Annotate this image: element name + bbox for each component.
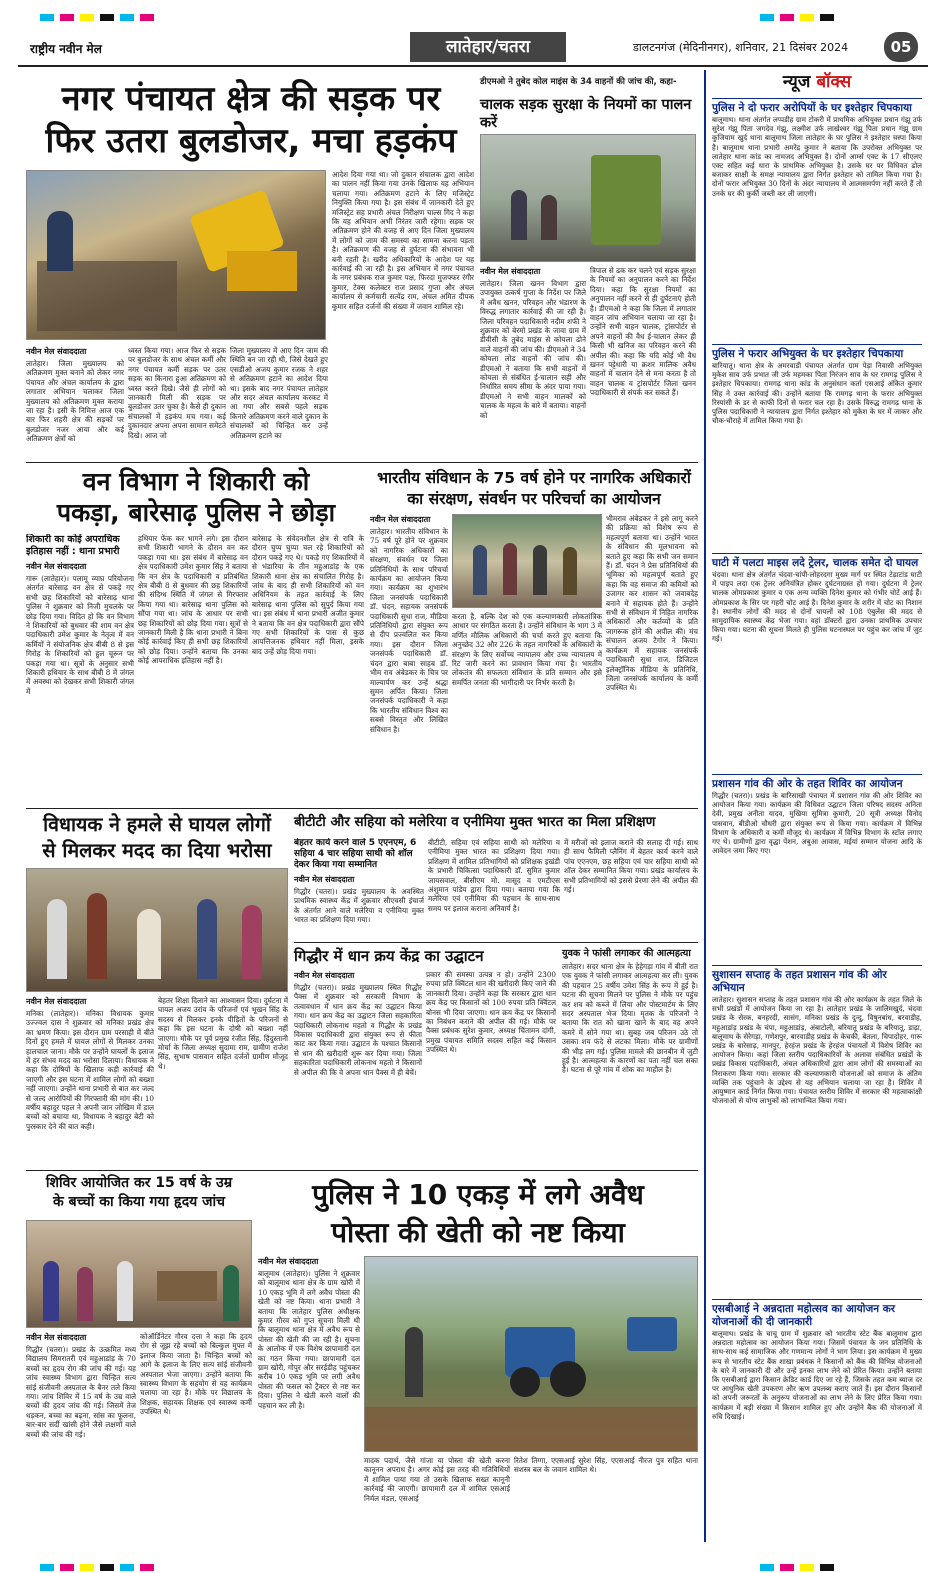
bulldozer-photo: [26, 170, 326, 340]
news-item: [712, 774, 922, 961]
story5-byline: नवीन मेल संवाददाता: [26, 997, 87, 1006]
story3-byline: नवीन मेल संवाददाता: [26, 562, 87, 571]
story7-body-1: गिद्धौर (चतरा)। प्रखंड मुख्यालय स्थित गिद्धौर पैक्स में शुक्रवार को सरकारी विभाग के तत्वावधान में धान क्रय केंद्र का उद्घाटन किया गया। धान क्रय केंद्र का उद्घाटन जिला सहकारिता पदाधिकारी लोकनाथ महतो व गिद्धौर के प्रखंड विकास पदाधिकारी द्वारा संयुक्त रूप से फीता काट कर किया गया। उद्घाटन के पश्चात किसानों से धान की खरीदारी शुरू कर दिया गया। जिला सहकारिता पदाधिकारी लोकनाथ महतो ने किसानों से अपील की कि वे अपना धान पैक्स में ही बेचें।: [294, 983, 422, 1077]
story1-body-2: ध्वस्त किया गया। आज फिर से सड़क पर बुलडोजर के साथ अंचल कर्मी और नगर पंचायत कर्मी सड़क पर उतर सड़क का किनारा हुआ अतिक्रमण को ध्वस्त करते दिखे। जैसे ही लोगों को जानकारी मिली की सड़क पर बुलडोजर उतर चुका है। कैसे ही दुकान संचालकों में हड़कंप मच गया। कई दुकानदार अपना अपना सामान समेटते दिखे। आज जो: [128, 346, 226, 440]
news-item-headline: एसबीआई ने अन्नदाता महोत्सव का आयोजन कर योजनाओं की दी जानकारी: [712, 1299, 922, 1329]
story1-headline: नगर पंचायत क्षेत्र की सड़क पर फिर उतरा बुलडोजर, मचा हड़कंप: [45, 79, 457, 161]
paper-name: राष्ट्रीय नवीन मेल: [30, 42, 102, 56]
story6-headline: बीटीटी और सहिया को मलेरिया व एनीमिया मुक्त भारत का मिला प्रशिक्षण: [294, 814, 656, 830]
news-box-title: [712, 70, 922, 94]
story1-col4: [332, 170, 474, 458]
story9-byline: नवीन मेल संवाददाता: [26, 1333, 87, 1342]
news-box-title-part1: न्यूज: [782, 72, 811, 92]
story9-body-2: कोऑर्डिनेटर गौरव दत्ता ने कहा कि हृदय रोग से जूझ रहे बच्चों को बिल्कुल मुफ्त में इलाज किया जाता है। चिन्हित बच्चों को आगे के इलाज के लिए सत्य सांई संजीवनी अस्पताल भेजा जाएगा। उन्होंने बताया कि स्वास्थ्य विभाग के सहयोग से यह कार्यक्रम चलाया जा रहा है। मौके पर विद्यालय के शिक्षक, सहायक शिक्षक एवं स्वास्थ्य कर्मी उपस्थित थे।: [140, 1332, 252, 1417]
news-item-text: लातेहार। सुशासन सप्ताह के तहत प्रशासन गांव की ओर कार्यक्रम के तहत जिले के सभी प्रखंडों में आयोजन किया जा रहा है। लातेहार प्रखंड के जालिमखुर्द, चंदवा प्रखंड के सेरक, बनहरदी, सासंग, मनिका प्रखंड के दुन्दु, विषुनबांध, बरवाडीह, महुआडांड़ प्रखंड के चंपा, महुआडांड़, अंबाटोली, बरियातू प्रखंड के बरियातू, डाढ़ा, बालूमाथ के सेरेगड़ा, गणेशपुर, बारवाडीह प्रखंड के केचकी, बेतला, चिपादोहर, गारू प्रखंड के बारेसाढ़, मानपुर, हेरहंज प्रखंड के हेरहंज पंचायतों में विशेष शिविर का आयोजन किया। कहां जिला स्तरीय पदाधिकारियों के अलावा संबंधित प्रखंडों के प्रखंड विकास पदाधिकारी, अंचल अधिकारियों द्वारा आम लोगों की समस्याओं का निराकरण किया गया। सरकार की कल्याणकारी योजनाओं को समाज के अंतिम व्यक्ति तक पहुंचाने के उद्देश्य से यह अभियान चलाया जा रहा है। शिविर में आयुष्मान कार्ड निर्गत किया गया। पंचायत स्तरीय शिविर में सरकार की महत्वाकांक्षी योजनाओं से योग्य लाभुकों को लाभान्वित किया गया।: [712, 995, 922, 1106]
story4-body-3: भीमराव अंबेडकर ने इसे लागू करने की प्रक्रिया को विशेष रूप से महत्वपूर्ण बताया था। उन्होंने भारत के संविधान की मूलभावना को बताते हुए कहा कि सभी जन समान हैं। डॉ. चंदन ने प्रेस प्रतिनिधियों की भूमिका को महत्वपूर्ण बताते हुए कहा कि वह समाज की कमियों को उजागर कर शासन को जवाबदेह बनाने में सहायक होते हैं। उन्होंने सभी से संविधान में निहित नागरिक अधिकारों और कर्तव्यों के प्रति जागरूक होने की अपील की। मंच संचालन अजय टैगोर ने किया। कार्यक्रम में सहायक जनसंपर्क पदाधिकारी सुधा राज, डिजिटल इलेक्ट्रॉनिक मीडिया के प्रतिनिधि, जिला जनसंपर्क कार्यालय के कर्मी उपस्थित थे।: [606, 514, 698, 693]
story2-kicker: डीएमओ ने तुबेद कोल माइंस के 34 वाहनों की जांच की, कहा-: [480, 77, 677, 87]
story6-body-2: बीटीटी, सहिया एवं सहिया साथी को मलेरिया व एनीमिया मुक्त भारत का प्रशिक्षण दिया गया। प्रशिक्षण में शामिल प्रतिभागियों को प्रशिक्षक इखंडी के प्रभारी चिकित्सा पदाधिकारी डॉ. सुमित कुमार जायसवाल, बीसीएम मो. मासूद व एमटीएस अंशुमान पांडेय द्वारा दिया गया। बताया गया कि मलेरिया एवं एनीमिया की पहचान के साथ-साथ समय पर इलाज कराना अनिवार्य है।: [428, 838, 560, 913]
news-box-title-part2: बॉक्स: [816, 72, 852, 92]
story3-side-head: शिकारी का कोई अपराधिक इतिहास नहीं : थाना प्रभारी: [26, 534, 120, 557]
story3-col3: [252, 534, 364, 806]
story5-body-2: बेहतर शिक्षा दिलाने का आश्वासन दिया। दुर्घटना में घायल अजय उरांव के परिजनों एवं भूखन सिंह के सदस्य से मिलकर इनके पीड़ितों के परिजनों से कहा कि इस घटना के दोषी को बख्शा नहीं जाएगा। मौके पर पूर्व प्रमुख रंजीत सिंह, हिंदुस्तानी मोर्चा के जिला अध्यक्ष सुदामा राम, ग्रामीण राजेश सिंह, सुभाष पासवान सहित दर्जनों ग्रामीण मौजूद थे।: [158, 996, 288, 1071]
story4-col1: [370, 514, 448, 806]
story2-col1: [480, 266, 586, 458]
story9-col2: [140, 1332, 252, 1540]
story9-headline: शिविर आयोजित कर 15 वर्ष के उम्र के बच्चों का किया गया हृदय जांच: [45, 1175, 233, 1210]
story3-body-1: गारू (लातेहार)। पलामू व्याघ्र परियोजना अंतर्गत बारेसाढ़ वन क्षेत्र से पकड़े गए सभी छह शिकारियों को बारेसाढ़ थाना पुलिस ने शुक्रवार को निजी मुचलके पर छोड़ दिया गया। विदित हो कि वन विभाग ने शिकारियों को बुधवार की शाम वन क्षेत्र पदाधिकारी उमेश कुमार के नेतृत्व में वन कर्मियों ने संयोजनिक क्षेत्र बीबी 8 से इस गिरोह के शिकारियों को हुल चूरून पर पकड़ा गया था। सूत्रों के अनुसार सभी शिकारी हथियार के साथ बीबी 8 में जंगल में अवस्था को देखकर सभी शिकारी जंगल में: [26, 574, 134, 696]
news-item-headline: सुशासन सप्ताह के तहत प्रशासन गांव की ओर अभियान: [712, 965, 922, 995]
news-item: [712, 344, 922, 549]
story6-body-1: गिद्धौर (चतरा)। प्रखंड मुख्यालय के अवस्थित प्राथमिक स्वास्थ्य केंद्र में शुक्रवार सीएचसी इंचार्ज के अंतर्गत आने वाले मलेरिया व एनीमिया मुक्त भारत का प्रशिक्षण दिया गया।: [294, 887, 424, 925]
heart-camp-photo: [26, 1220, 252, 1328]
story1-byline: नवीन मेल संवाददाता: [26, 347, 87, 356]
news-box: [704, 70, 922, 1542]
news-item-text: बारियातू। थाना क्षेत्र के अमरवाडी पंचायत अंतर्गत ग्राम पेड़ा निवासी अभियुक्त मुकेश साव उर्फ प्रभात जी उर्फ महमका पिता निरंजन साव के घर रामगढ़ पुलिस ने इश्तेहार चिपकाया। रामगढ़ थाना कांड के अनुसंधान कर्ता एसआई अंकित कुमार सिंह ने उक्त कार्रवाई की। उन्होंने बताया कि रामगढ़ थाना के फरार अभियुक्त रिस्पांसी के डर से काफी दिनों से फरार चल रहा है। उसके विरुद्ध रामगढ़ थाना के पुलिस पदाधिकारी ने न्यायालय द्वारा निर्गत इश्तेहार को मुकेश के घर में जाकर और चौक-चौराहे में तामिल किया गया है।: [712, 361, 922, 426]
story5-col1: [26, 996, 154, 1166]
story7-headline: गिद्धौर में धान क्रय केंद्र का उद्घाटन: [294, 947, 484, 965]
story8-col: [562, 962, 698, 1166]
story1-col3: [230, 346, 328, 458]
news-item-headline: पुलिस ने दो फरार अरोपियों के घर इश्तेहार चिपकाया: [712, 98, 922, 115]
bottom-color-bar-right: [760, 1556, 840, 1573]
story10-col3: [514, 1456, 698, 1540]
poppy-destruction-photo: [364, 1256, 698, 1452]
story10-byline: नवीन मेल संवाददाता: [258, 1257, 319, 1266]
story3-body-3: बारेसाढ़ के संवेदनशील क्षेत्र से रात्रि के दौरान चुप्प चुप्पा चल रहे शिकारियों को दौरान पकड़े गए थे। पकड़े गए शिकारियों में से भंडारिया के तीन महुआडांड़ के एक शिकारी थाना क्षेत्र का संचालित गिरोह है। जांच के बाद ही सभी शिकारियों को वन अधिनियम के तहत कार्रवाई के लिए बारेसाढ़ थाना पुलिस को सुपुर्द किया गया था। इस संबंध में थाना प्रभारी अजीत कुमार ने बताया कि वन क्षेत्र पदाधिकारी द्वारा सौंपे गए सभी शिकारियों के पास से कुछ आपत्तिजनक हथियार नहीं मिला, इसके बाद उन्हें छोड़ दिया गया।: [252, 534, 364, 656]
news-item-text: चंदवा। थाना क्षेत्र अंतर्गत चंदवा-चांपी-लोहरदगा मुख्य मार्ग पर स्थित टेढ़ाटांड घाटी में पाइप लदा एक ट्रेलर अनियंत्रित होकर दुर्घटनाग्रस्त हो गया। दुर्घटना में ट्रेलर चालक ओमप्रकाश कुमार व एक अन्य व्यक्ति दिनेश कुमार को गंभीर चोटें आई हैं। ओमप्रकाश के सिर पर गहरी चोट आई है। दिनेश कुमार के शरीर में चोट का निशान है। स्थानीय लोगों की मदद से दोनों घायलों को 108 एंबुलेंस की मदद से सामुदायिक स्वास्थ्य केंद्र भेजा गया। वहां डॉक्टरों द्वारा उनका प्राथमिक उपचार किया गया। घटना की सूचना मिलते ही पुलिस घटनास्थल पर पहुंच कर जांच में जुट गई।: [712, 570, 922, 644]
story10-col1: [258, 1256, 360, 1540]
story4-body-1: लातेहार। भारतीय संविधान के 75 वर्ष पूरे होने पर शुक्रवार को नागरिक अधिकारों का संरक्षण, संवर्धन पर जिला प्रतिनिधियों के साथ परिचर्चा कार्यक्रम का आयोजन किया गया। कार्यक्रम का शुभारंभ जिला जनसंपर्क पदाधिकारी डॉ. चंदन, सहायक जनसंपर्क पदाधिकारी सुधा राज, मीडिया प्रतिनिधियों द्वारा संयुक्त रूप से दीप प्रज्वलित कर किया गया। इस दौरान जिला जनसंपर्क पदाधिकारी डॉ. चंदन द्वारा बाबा साहब डॉ. भीम राव अंबेडकर के चित्र पर माल्यार्पण कर उन्हें श्रद्धा सुमन अर्पित किया। जिला जनसंपर्क पदाधिकारी ने कहा कि भारतीय संविधान विश्व का सबसे विस्तृत और लिखित संविधान है।: [370, 527, 448, 734]
story1-body-1: लातेहार। जिला मुख्यालय को अतिक्रमण मुक्त बनाने को लेकर नगर पंचायत और अंचल कार्यालय के द्वारा लगातार अभियान चलाकर जिला मुख्यालय को अतिक्रमण मुक्त कराया जा रहा है। इसी के निमित्त आज एक बार फिर शहरी क्षेत्र की सड़कों पर बुलडोजर नजर आया और कई अतिक्रमण क्षेत्रों को: [26, 359, 124, 444]
story3-headline: वन विभाग ने शिकारी को पकड़ा, बारेसाढ़ पुलिस ने छोड़ा: [56, 467, 336, 527]
story4-byline: नवीन मेल संवाददाता: [370, 515, 431, 524]
story7-byline: नवीन मेल संवाददाता: [294, 971, 355, 980]
constitution-event-photo: [452, 514, 602, 608]
story4-col3: [606, 514, 698, 806]
story1-body-4: आदेश दिया गया था। जो दुकान संचालक द्वारा आदेश का पालन नहीं किया गया उनके खिलाफ यह अभियान चलाया गया। अतिक्रमण हटाने के लिए मजिस्ट्रेट नियुक्ति किया गया है। इस संबंध में जानकारी देते हुए मजिस्ट्रेट सह प्रभारी अंचल निरीक्षण चाल्स गिद ने कहा कि यह अभियान अभी निरंतर जारी रहेगा। सड़क पर अतिक्रमण होने की वजह से आए दिन जिला मुख्यालय में लोगों को जाम की समस्या का सामना करना पड़ता है। अतिक्रमण की वजह से दुर्घटना की संभावना भी बनी रहती है। खरीद अधिकारियों के आदेश पर यह कार्रवाई की जा रही है। इस अभियान में नगर पंचायत के नगर प्रबंधक राज कुमार पक्ष, फिरदा मुजफ्फर रंगीर कुमार, टेक्स कलेक्टर राज प्रसाद गुप्ता और अंचल कार्यालय से कर्मचारी सत्येंद्र राम, अंचल अमित दीपक कुमार सहित दर्जनों की संख्या में जवान शामिल रहे।: [332, 170, 474, 311]
story3-col1: [26, 534, 134, 806]
story4-body-2: करता है, बल्कि देश को एक कल्याणकारी लोकतांत्रिक आधार पर संगठित करता है। उन्होंने संविधान के भाग 3 में वर्णित मौलिक अधिकारों की चर्चा करते हुए बताया कि अनुच्छेद 32 और 226 के तहत नागरिकों के अधिकारों के संरक्षण के लिए सर्वोच्च न्यायालय और उच्च न्यायालय में रिट जारी करने का प्रावधान किया गया है। भारतीय लोकतंत्र की सफलता संविधान के प्रति सम्मान और इसे समर्पित जनता की भागीदारी पर निर्भर करती है।: [452, 612, 602, 687]
story5-col2: [158, 996, 288, 1166]
story2-col2: [590, 266, 696, 458]
story6-col2: [428, 838, 560, 940]
news-item: [712, 1299, 922, 1542]
story2-body-2: त्रिपाल से ढक कर चलने एवं सड़क सुरक्षा के नियमों का अनुपालन करने का निर्देश दिया। कहा कि सुरक्षा नियमों का अनुपालन नहीं करने से ही दुर्घटनाएं होती है। डीएमओ ने कहा कि जिला में लगातार वाहन जांच अभियान चलाया जा रहा है। उन्होंने सभी वाहन चालक, ट्रांसपोर्टर से अपने वाहनों की वैध ई-चालान लेकर ही किसी भी खनिज का परिवहन करने की अपील की। कहा कि यदि कोई भी वैध खनन पट्टेधारी या क्रशर मालिक अवैध वाहनों में चालान देने से मना करता है तो वाहन चालक व ट्रांसपोर्टर जिला खनन पदाधिकारी से संपर्क कर सकते हैं।: [590, 266, 696, 398]
story1-body-3: जिला मुख्यालय में आए दिन जाम की स्थिति बन जा रही थी, जिसे देखते हुए एसडीओ अजय कुमार रजक ने शहर से अतिक्रमण हटाने का आदेश दिया था। इसके बाद नगर पंचायत लातेहार और सदर अंचल कार्यालय करकट में आ गया और सबसे पहले सड़क किनारे अतिक्रमण करने वाले दुकान के संचालकों को चिन्हित कर उन्हें अतिक्रमण हटाने का: [230, 346, 328, 440]
coal-truck-photo: [480, 134, 696, 262]
story2-byline: नवीन मेल संवाददाता: [480, 267, 541, 276]
story1-col2: [128, 346, 226, 458]
story10-headline: पुलिस ने 10 एकड़ में लगे अवैध पोस्ता की खेती को नष्ट किया: [312, 1178, 644, 1249]
news-item-text: गिद्धौर (चतरा)। प्रखंड के बारिसाखी पंचायत में प्रशासन गांव की ओर शिविर का आयोजन किया गया। कार्यक्रम की विधिवत उद्घाटन जिला परिषद सदस्य अनिता देवी, प्रमुख अनीता यादव, मुखिया सुमित्रा कुमारी, 20 सूत्री अध्यक्ष विनोद पासवान, बीडीओ चौधरी द्वारा संयुक्त रूप से किया गया। कार्यक्रम में विभिन्न विभाग के अधिकारी व कर्मी मौजूद थे। कार्यक्रम में विभिन्न विभाग के स्टॉल लगाए गए थे। ग्रामीणों द्वारा वृद्धा पेंशन, अबुआ आवास, मईयां सम्मान योजना आदि के आवेदन जमा किए गए।: [712, 791, 922, 856]
story7-body-2: प्रकार की समस्या उत्पन्न न हो। उन्होंने 2300 रुपया प्रति क्विंटल धान की खरीदारी किए जाने की जानकारी दिया। उन्होंने कहा कि सरकार द्वारा धान क्रय केंद्र पर किसानों को 100 रुपया प्रति क्विंटल बोनस भी दिया जाएगा। धान क्रय केंद्र पर किसानों का निबंधन कराने की अपील की गई। मौके पर पैक्स प्रबंधक सुरेश कुमार, अध्यक्ष चिंतामन दांगी, प्रमुख पंचायत समिति सदस्य सहित कई किसान उपस्थित थे।: [426, 970, 556, 1055]
top-color-bar: [40, 6, 160, 25]
news-item-headline: घाटी में पलटा माइस लदे ट्रेलर, चालक समेत दो घायल: [712, 553, 922, 570]
story1-col1: [26, 346, 124, 458]
story10-body-2: मादक पदार्थ, जैसे गांजा या पोस्ता की खेती करना कानूनन अपराध है। अगर कोई इस तरह की गतिविधियों में शामिल पाया गया तो उसके खिलाफ सख्त कानूनी कार्रवाई की जाएगी। छापामारी दल में शामिल एसआई निर्मल मंडल, एसआई: [364, 1456, 510, 1503]
news-item: [712, 98, 922, 340]
masthead: [18, 30, 928, 66]
news-item: [712, 553, 922, 770]
news-item-headline: पुलिस ने फरार अभियुक्त के घर इश्तेहार चिपकाया: [712, 344, 922, 361]
story6-col3: [564, 838, 698, 940]
news-item-text: बालूमाथ। थाना अंतर्गत लप्पडीह ग्राम टोकरी में प्राथमिक अभियुक्त प्रधान गंझू उर्फ सुरेश गंझू पिता जगदेव गंझू, लक्ष्मीश उर्फ लाखेश्वर गंझू पिता प्रधान गंझू ग्राम कुजियाम खुर्द थाना बालूमाथ जिला लातेहार के घर पुलिस ने इश्तेहार चस्पा किया है। बालूमाथ थाना प्रभारी अमरेंद्र कुमार ने बताया कि उपरोक्त अभियुक्त पर लातेहार थाना कांड का नामजद अभियुक्त है। दोनों आर्म्स एक्ट के 17 सीएलए एक्ट सहित कई धारा के प्राथमिक अभियुक्त है। उसके घर पर विधिवत ढोल बजाकर साक्षी के समक्ष न्यायालय द्वारा निर्गत इश्तेहार को तामिल किया गया है। दोनों फरार अभियुक्त 30 दिनों के अंदर न्यायालय में आत्मसमर्पण नहीं करते हैं तो उनके घर की कुर्की जब्ती कर ली जाएगी।: [712, 115, 922, 198]
news-item-text: बालूमाथ। प्रखंड के चाचू ग्राम में शुक्रवार को भारतीय स्टेट बैंक बालूमाथ द्वारा अन्नदाता महोत्सव का आयोजन किया गया। जिसमें पंचायत के जन प्रतिनिधि के साथ-साथ कई सामाजिक और गणमान्य लोगों ने भाग लिया। इस कार्यक्रम में मुख्य रूप से भारतीय स्टेट बैंक शाखा प्रबंधक ने किसानों को बैंक की विभिन्न योजनाओं के बारे में जानकारी दी और उन्हें इनका लाभ लेने को प्रेरित किया। उन्होंने बताया कि एसबीआई द्वारा किसान क्रेडिट कार्ड दिए जा रहे हैं, जिसके तहत कम ब्याज दर पर आधुनिक खेती उपकरण और ऋण उपलब्ध कराए जाते हैं। इस दौरान किसानों को अपनी जरूरतों के अनुरूप योजनाओं का लाभ लेने के लिए प्रेरित किया गया। कार्यक्रम में बड़ी संख्या में किसान शामिल हुए और उन्होंने बैंक की योजनाओं में रुचि दिखाई।: [712, 1329, 922, 1421]
story5-body-1: मनिका (लातेहार)। मनिका विधायक कुमार उज्ज्वल दास ने शुक्रवार को मनिका प्रखंड क्षेत्र का भ्रमण किया। इस दौरान ग्राम परसाही में बीते दिनों हुए हमले में घायल लोगों से मिलकर उनका हालचाल जाना। मौके पर उन्होंने घायलों के इलाज में हर संभव मदद का भरोसा दिलाया। विधायक ने कहा कि दोषियों के खिलाफ कड़ी कार्रवाई की जाएगी और इस घटना में शामिल लोगों को बख्शा नहीं जाएगा। उन्होंने थाना प्रभारी से बात कर जल्द से जल्द आरोपियों की गिरफ्तारी की मांग की। 10 वर्षीय बहादुर पहल ने अपनी जान जोखिम में डाल बच्चों को बचाया था, विधायक ने बहादुर बेटी को पुरस्कार देने की बात कही।: [26, 1009, 154, 1131]
bottom-color-bar: [40, 1556, 160, 1573]
story10-body-1: बालूमाथ (लातेहार)। पुलिस ने शुक्रवार को बालूमाथ थाना क्षेत्र के ग्राम खोरी में 10 एकड़ भूमि में लगे अवैध पोस्ता की खेती को नष्ट किया। थाना प्रभारी ने बताया कि लातेहार पुलिस अधीक्षक कुमार गौरव को गुप्त सूचना मिली थी कि बालूमाथ थाना क्षेत्र में अवैध रूप से पोस्ता की खेती की जा रही है। सूचना के आलोक में एक विशेष छापामारी दल का गठन किया गया। छापामारी दल ग्राम खोरी, गोपुर और सरईडीह पहुंचकर करीब 10 एकड़ भूमि पर लगी अवैध पोस्ता की फसल को ट्रैक्टर से नष्ट कर दिया। पुलिस ने खेती करने वालों की पहचान कर ली है।: [258, 1269, 360, 1410]
story8-body: लातेहार। सदर थाना क्षेत्र के हेहेगड़ा गांव में बीती रात एक युवक ने फांसी लगाकर आत्महत्या कर ली। युवक की पहचान 25 वर्षीय उमेश सिंह के रूप में हुई है। घटना की सूचना मिलने पर पुलिस ने मौके पर पहुंच कर शव को कब्जे में लिया और पोस्टमार्टम के लिए सदर अस्पताल भेज दिया। मृतक के परिजनों ने बताया कि रात को खाना खाने के बाद वह अपने कमरे में सोने गया था। सुबह जब परिजन उठे तो उसका शव फंदे से लटका मिला। मौके पर ग्रामीणों की भीड़ लग गई। पुलिस मामले की छानबीन में जुटी हुई है। आत्महत्या के कारणों का पता नहीं चल सका है। घटना से पूरे गांव में शोक का माहौल है।: [562, 962, 698, 1075]
story2-headline: चालक सड़क सुरक्षा के नियमों का पालन करें: [480, 97, 692, 131]
story7-col1: [294, 970, 422, 1166]
story6-byline: नवीन मेल संवाददाता: [294, 875, 355, 884]
story5-headline: विधायक ने हमले से घायल लोगों से मिलकर मदद का दिया भरोसा: [42, 813, 272, 862]
news-item-headline: प्रशासन गांव की ओर के तहत शिविर का आयोजन: [712, 774, 922, 791]
story9-col1: [26, 1332, 136, 1540]
story3-body-2: हथियार फेंक कर भागने लगे। इस दौरान सभी शिकारी भागने के दौरान वन कर पकड़ा गया था। इस संबंध में बारेसाढ़ वन क्षेत्र पदाधिकारी उमेश कुमार सिंह ने बताया कि वन क्षेत्र के पदाधिकारी व प्रतिबंधित क्षेत्र बीबी 8 से बुधवार की छह शिकारियों की संदिग्ध स्थिति में जंगल से गिरफ्तार किया गया था। बारेसाढ़ थाना पुलिस को सौंपा गया था। जांच के आधार पर सभी छह शिकारियों को छोड़ दिया गया। सूत्रों से जानकारी मिली है कि थाना प्रभारी ने बिना कोई कार्रवाई किए ही सभी छह शिकारियों को छोड़ दिया। उन्होंने बताया कि उनका कोई आपराधिक इतिहास नहीं है।: [138, 534, 248, 666]
story6-body-3: में मरीजों को इलाज कराने की सलाह दी गई। साथ ही साथ फैमिली प्लैनिंग में बेहतर कार्य करने वाले पांच एएनएम, छह सहिया एवं चार सहिया साथी को शॉल देकर सम्मानित किया गया। प्रखंड कार्यालय के सभी प्रतिभागियों को इससे प्रेरणा लेने की अपील की गई।: [564, 838, 698, 895]
section-title: लातेहार/चतरा: [410, 32, 566, 62]
story3-col2: [138, 534, 248, 806]
mla-visit-photo: [26, 868, 288, 992]
story4-col2: [452, 612, 602, 806]
story10-body-3: रितेश तिग्गा, एएसआई सुरेश सिंह, एएसआई नीरज पुत्र सहित थाना सशस्त्र बल के जवान शामिल थे।: [514, 1456, 698, 1475]
story8-headline: युवक ने फांसी लगाकर की आत्महत्या: [562, 948, 691, 959]
dateline: डालटनगंज (मेदिनीनगर), शनिवार, 21 दिसंबर 2024: [633, 41, 849, 54]
story10-col2: [364, 1456, 510, 1540]
story7-col2: [426, 970, 556, 1166]
news-item: [712, 965, 922, 1295]
story6-side-head: बेहतर कार्य करने वाले 5 एएनएम, 6 सहिया 4 चार सहिया साथी को शॉल देकर किया गया सम्मानित: [294, 838, 417, 870]
page-number: 05: [884, 32, 918, 62]
story6-col1: [294, 838, 424, 940]
story9-body-1: गिद्धौर (चतरा)। प्रखंड के उत्क्रमित मध्य विद्यालय सिमरातरी एवं महुआडांड़ के 70 बच्चों का हृदय रोग की जांच की गई। यह जांच स्वास्थ्य विभाग द्वारा चिन्हित सत्य सांई संजीवनी अस्पताल के बैनर तले किया गया। जांच शिविर में 15 वर्ष के उम्र वाले बच्चों की हृदय जांच की गई। जिसमें तेज धड़कन, बच्चा का बढ़ना, सांस का फूलना, बार-बार सर्दी खांसी होने जैसे लक्षणों वाले बच्चों की जांच की गई।: [26, 1345, 136, 1439]
top-color-bar-right: [760, 6, 840, 25]
story2-body-1: लातेहार। जिला खनन विभाग द्वारा उपायुक्त उत्कर्ष गुप्ता के निर्देश पर जिले में अवैध खनन, परिवहन और भंडारण के विरुद्ध लगातार कार्रवाई की जा रही है। जिला परिवहन पदाधिकारी नदीम शफी ने शुक्रवार को बेरमो प्रखंड के जावा ग्राम में डीवीसी के तुबेद माइंस से कोयला ढोने वाले वाहनों की जांच की। डीएमओ ने 34 कोयला लोड वाहनों की जांच की। डीएमओ ने बताया कि सभी वाहनों में कोयला से संबंधित ई-चालान सही और निर्धारित समय सीमा के अंदर पाया गया। डीएमओ ने सभी वाहन मालकों को चालक के महत्व के बारे में बताया। वाहनों को: [480, 279, 586, 420]
story4-headline: भारतीय संविधान के 75 वर्ष होने पर नागरिक अधिकारों का संरक्षण, संवर्धन पर परिचर्चा का आयोजन: [377, 469, 691, 508]
